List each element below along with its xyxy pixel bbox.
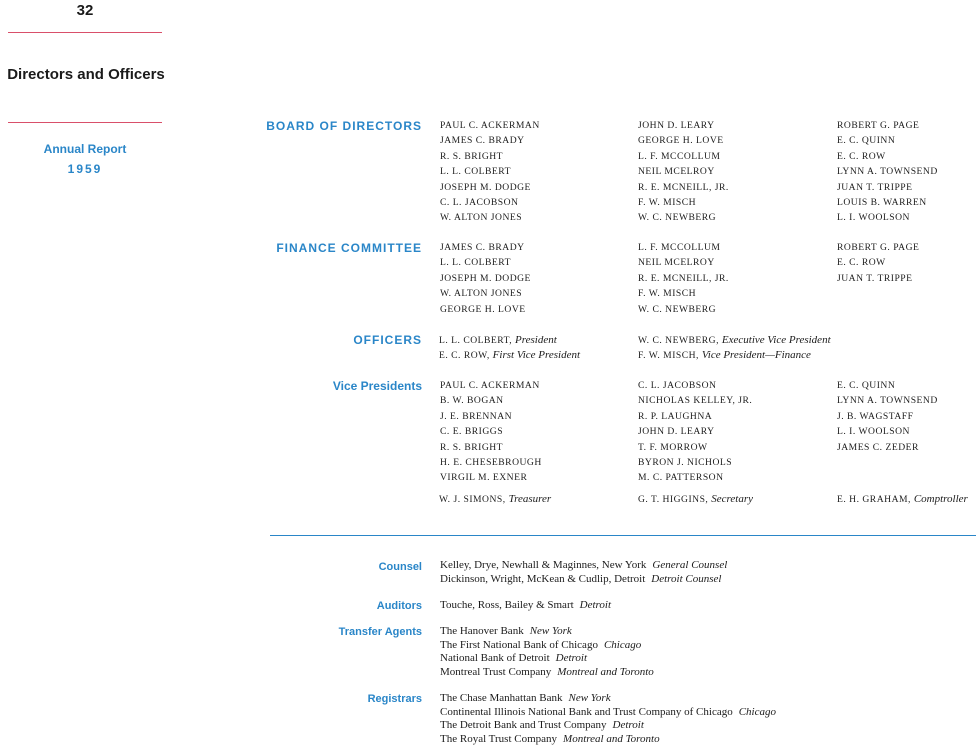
officer-vp-finance <box>638 348 811 363</box>
list-item: B. W. BOGAN <box>440 395 504 407</box>
list-item: W. C. NEWBERG <box>638 303 717 315</box>
list-item: Montreal Trust Company Montreal and Toronto <box>440 665 654 678</box>
list-item: PAUL C. ACKERMAN <box>440 380 540 391</box>
officer-title: Comptroller <box>913 493 968 505</box>
list-item: C. E. BRIGGS <box>440 426 504 438</box>
list-item: J. B. WAGSTAFF <box>837 410 914 422</box>
list-item: JOHN D. LEARY <box>638 120 715 131</box>
officer-title: Treasurer <box>508 493 552 505</box>
list-item: NEIL MCELROY <box>638 257 715 269</box>
list-item: E. C. ROW <box>837 257 886 269</box>
counsel-list <box>440 559 727 586</box>
officer-title: First Vice President <box>492 349 581 361</box>
vp-col-3 <box>837 378 938 455</box>
treasurer <box>439 492 551 507</box>
annual-report-label: Annual Report <box>43 142 127 156</box>
officer-name: E. C. ROW, <box>439 350 490 361</box>
list-item: R. P. LAUGHNA <box>638 410 713 422</box>
list-item: JUAN T. TRIPPE <box>837 272 913 284</box>
list-item: Touche, Ross, Bailey & Smart Detroit <box>440 599 612 611</box>
comptroller <box>837 492 968 507</box>
finance-col-2 <box>638 240 729 317</box>
registrars-heading: Registrars <box>367 693 422 705</box>
list-item: JOHN D. LEARY <box>638 426 715 438</box>
list-item: JOSEPH M. DODGE <box>440 181 531 193</box>
list-item: LYNN A. TOWNSEND <box>837 395 938 407</box>
list-item: J. E. BRENNAN <box>440 410 513 422</box>
list-item: JAMES C. BRADY <box>440 242 525 253</box>
list-item: ROBERT G. PAGE <box>837 120 920 131</box>
list-item: The Royal Trust Company Montreal and Toronto <box>440 732 660 745</box>
vp-col-1 <box>440 378 542 486</box>
list-item: LOUIS B. WARREN <box>837 196 927 208</box>
section-divider <box>270 535 976 536</box>
board-col-1 <box>440 118 540 226</box>
list-item: JAMES C. BRADY <box>440 135 525 147</box>
officer-first-vp <box>439 348 580 363</box>
list-item: BYRON J. NICHOLS <box>638 456 733 468</box>
auditors-heading: Auditors <box>376 600 422 612</box>
list-item: L. I. WOOLSON <box>837 426 910 438</box>
list-item: The Hanover Bank New York <box>440 625 572 637</box>
list-item: R. E. MCNEILL, JR. <box>638 181 729 193</box>
list-item: L. F. MCCOLLUM <box>638 242 721 253</box>
vice-presidents-heading: Vice Presidents <box>332 379 422 393</box>
list-item: JUAN T. TRIPPE <box>837 181 913 193</box>
list-item: C. L. JACOBSON <box>638 380 717 391</box>
list-item: LYNN A. TOWNSEND <box>837 166 938 178</box>
secretary <box>638 492 753 507</box>
board-of-directors-heading: BOARD OF DIRECTORS <box>266 119 422 133</box>
officer-name: F. W. MISCH, <box>638 350 699 361</box>
officer-title: Executive Vice President <box>721 334 831 346</box>
list-item: E. C. QUINN <box>837 380 896 391</box>
list-item: H. E. CHESEBROUGH <box>440 456 542 468</box>
transfer-agents-list <box>440 625 654 679</box>
officer-name: E. H. GRAHAM, <box>837 494 911 505</box>
list-item: L. F. MCCOLLUM <box>638 150 721 162</box>
list-item: M. C. PATTERSON <box>638 472 724 484</box>
list-item: F. W. MISCH <box>638 288 697 300</box>
list-item: VIRGIL M. EXNER <box>440 472 528 484</box>
list-item: F. W. MISCH <box>638 196 697 208</box>
finance-committee-heading: FINANCE COMMITTEE <box>276 241 422 255</box>
divider-bottom <box>8 122 162 123</box>
list-item: The Detroit Bank and Trust Company Detroit <box>440 719 644 732</box>
vp-col-2 <box>638 378 752 486</box>
list-item: W. ALTON JONES <box>440 288 523 300</box>
list-item: JAMES C. ZEDER <box>837 441 919 453</box>
list-item: GEORGE H. LOVE <box>638 135 724 147</box>
list-item: E. C. ROW <box>837 150 886 162</box>
transfer-agents-heading: Transfer Agents <box>338 626 422 638</box>
officers-heading: OFFICERS <box>353 333 422 347</box>
officer-name: L. L. COLBERT, <box>439 335 513 346</box>
officer-president <box>439 333 557 348</box>
list-item: JOSEPH M. DODGE <box>440 272 531 284</box>
officer-title: President <box>515 334 557 346</box>
list-item: L. I. WOOLSON <box>837 212 910 224</box>
list-item: E. C. QUINN <box>837 135 896 147</box>
list-item: R. S. BRIGHT <box>440 441 504 453</box>
officer-title: Secretary <box>711 493 753 505</box>
finance-col-1 <box>440 240 531 317</box>
officer-title: Vice President—Finance <box>701 349 811 361</box>
list-item: L. L. COLBERT <box>440 257 511 269</box>
report-year: 1959 <box>67 162 103 176</box>
divider-top <box>8 32 162 33</box>
list-item: L. L. COLBERT <box>440 166 511 178</box>
auditors-list <box>440 599 611 613</box>
list-item: W. C. NEWBERG <box>638 212 717 224</box>
list-item: R. E. MCNEILL, JR. <box>638 272 729 284</box>
list-item: NEIL MCELROY <box>638 166 715 178</box>
registrars-list <box>440 692 776 746</box>
board-col-3 <box>837 118 938 226</box>
page-title: Directors and Officers <box>7 66 165 83</box>
list-item: ROBERT G. PAGE <box>837 242 920 253</box>
list-item: T. F. MORROW <box>638 441 708 453</box>
counsel-heading: Counsel <box>378 561 422 573</box>
list-item: R. S. BRIGHT <box>440 150 504 162</box>
list-item: The Chase Manhattan Bank New York <box>440 692 611 704</box>
list-item: PAUL C. ACKERMAN <box>440 120 540 131</box>
officer-name: W. C. NEWBERG, <box>638 335 719 346</box>
list-item: The First National Bank of Chicago Chicago <box>440 638 642 651</box>
list-item: GEORGE H. LOVE <box>440 303 526 315</box>
list-item: National Bank of Detroit Detroit <box>440 652 588 665</box>
list-item: Continental Illinois National Bank and Trust Company of Chicago Chicago <box>440 705 776 718</box>
page-number: 32 <box>76 2 94 19</box>
list-item: W. ALTON JONES <box>440 212 523 224</box>
officer-executive-vp <box>638 333 831 348</box>
list-item: Kelley, Drye, Newhall & Maginnes, New York General Counsel <box>440 559 728 571</box>
finance-col-3 <box>837 240 919 286</box>
officer-name: G. T. HIGGINS, <box>638 494 709 505</box>
list-item: Dickinson, Wright, McKean & Cudlip, Detroit Detroit Counsel <box>440 572 722 585</box>
list-item: NICHOLAS KELLEY, JR. <box>638 395 753 407</box>
board-col-2 <box>638 118 729 226</box>
officer-name: W. J. SIMONS, <box>439 494 506 505</box>
list-item: C. L. JACOBSON <box>440 196 519 208</box>
